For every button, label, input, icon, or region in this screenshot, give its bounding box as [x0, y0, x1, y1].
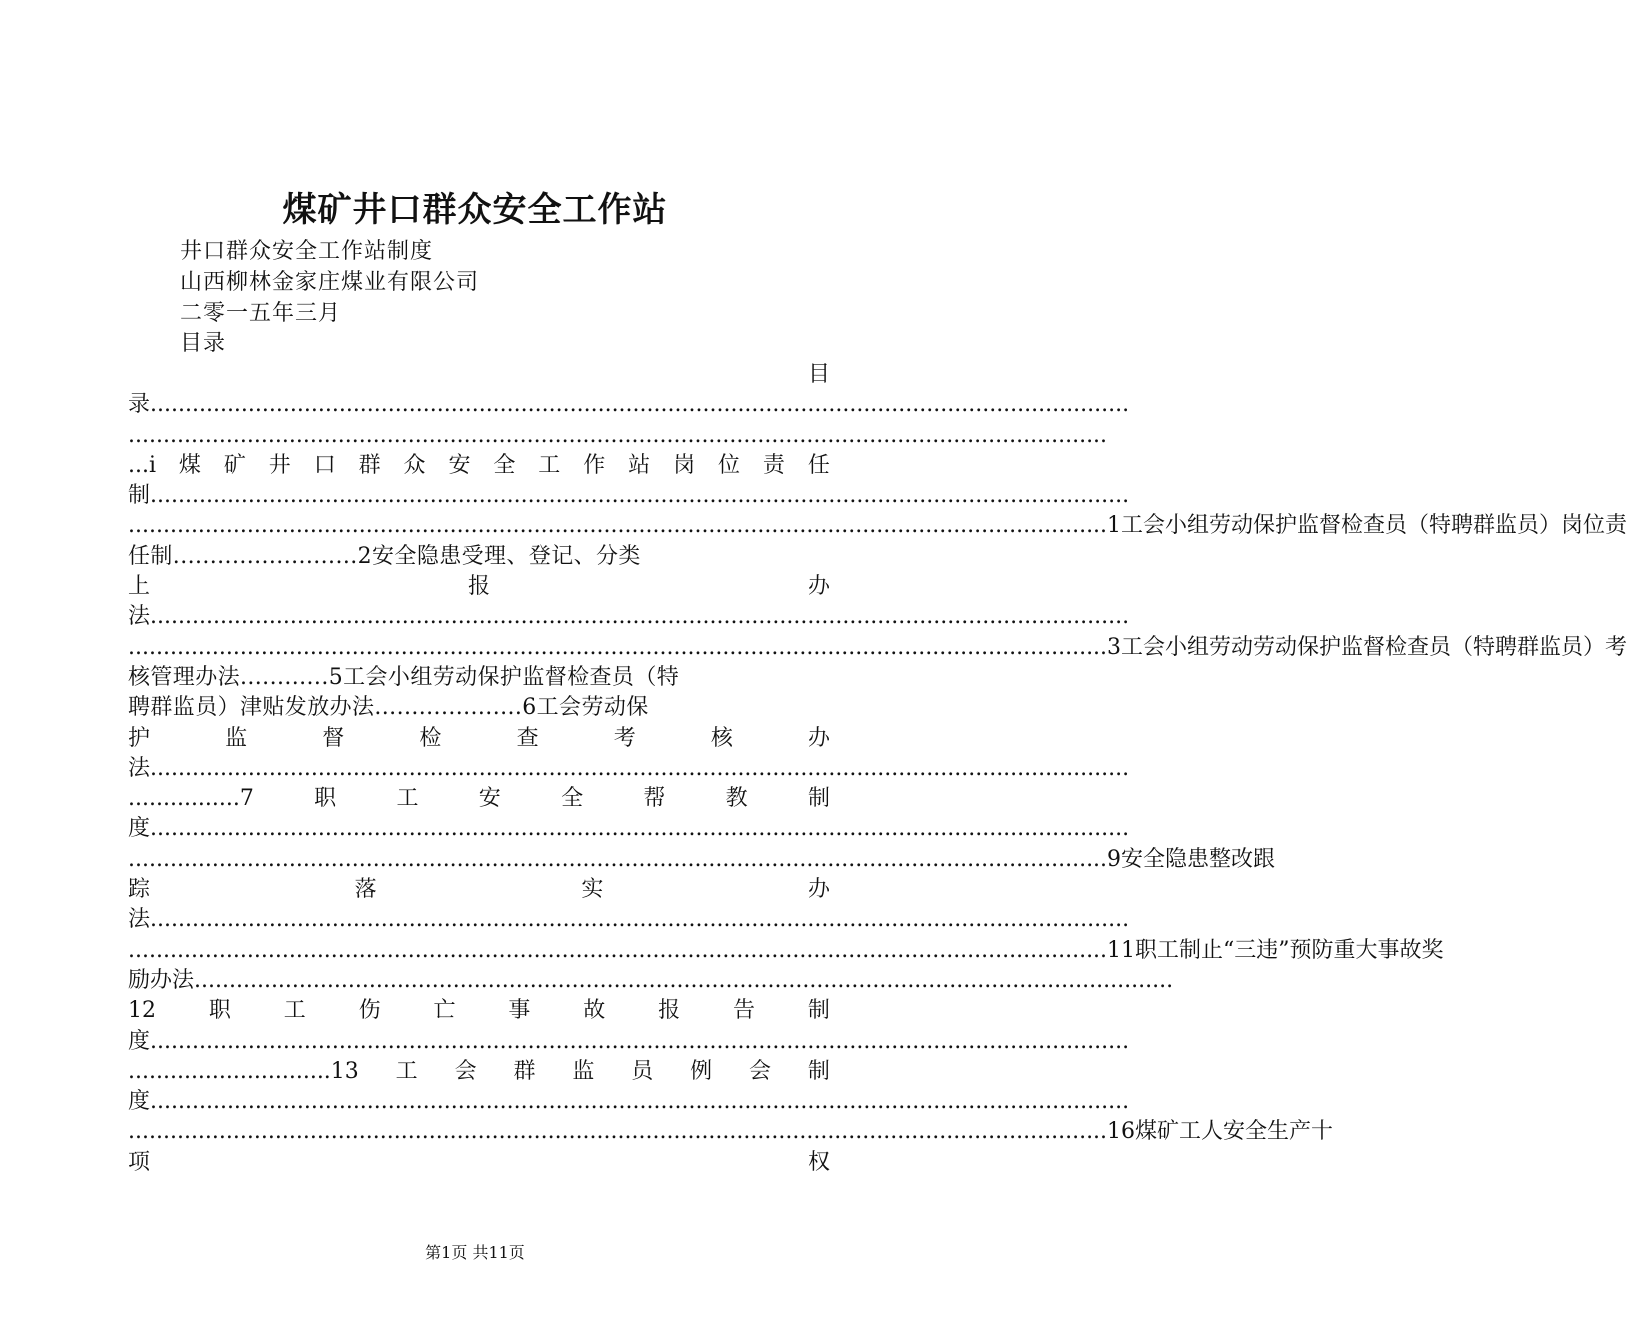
toc-text: 作	[583, 452, 606, 478]
dot-leader: ............................................................................................................................................	[150, 604, 1130, 630]
page-footer: 第1页 共11页	[425, 1243, 525, 1262]
toc-text: 办	[807, 725, 830, 751]
toc-text: 责	[762, 452, 785, 478]
toc-line	[128, 754, 1130, 784]
toc-line	[128, 572, 830, 602]
toc-text: 任制.........................2安全隐患受理、登记、分类	[128, 543, 641, 569]
toc-text: 项	[128, 1149, 151, 1175]
toc-text: 11职工制止“三违”预防重大事故奖	[1107, 937, 1444, 963]
dot-leader: ............................................................................................................................................	[128, 634, 1108, 660]
toc-text: 3工会小组劳动劳动保护监督检查员（特聘群监员）考	[1107, 634, 1627, 660]
toc-text: 井	[268, 452, 291, 478]
toc-text: ...i	[128, 452, 157, 478]
toc-text: 目	[807, 362, 830, 387]
toc-text: 权	[807, 1149, 830, 1175]
toc-text: 励办法	[128, 967, 195, 993]
toc-line	[128, 784, 830, 814]
toc-text: 检	[419, 725, 442, 751]
toc-text: 报	[467, 574, 490, 600]
toc-text: 群	[513, 1058, 536, 1084]
toc-text: 护	[128, 725, 151, 751]
dot-leader: ............................................................................................................................................	[150, 392, 1130, 418]
toc-text: 制	[807, 1058, 830, 1084]
dot-leader: ............................................................................................................................................	[150, 1028, 1130, 1054]
toc-line	[128, 511, 1627, 541]
toc-text: 度	[128, 816, 151, 842]
dot-leader: ............................................................................................................................................	[150, 816, 1130, 842]
toc-text: 核	[710, 725, 733, 751]
toc-line	[128, 360, 830, 390]
toc-text: 故	[583, 998, 606, 1024]
toc-line	[128, 936, 1444, 966]
toc-text: 安	[448, 452, 471, 478]
toc-text: 工	[283, 998, 306, 1024]
toc-text: 伤	[358, 998, 381, 1024]
toc-text: 踪	[128, 877, 151, 903]
toc-text: 工	[538, 452, 561, 478]
toc-text: 任	[807, 452, 830, 478]
dot-leader: ............................................................................................................................................	[128, 1119, 1108, 1145]
toc-line	[128, 693, 830, 723]
toc-text: 监	[572, 1058, 595, 1084]
toc-line	[128, 451, 830, 481]
toc-text: 核管理办法............5工会小组劳动保护监督检查员（特	[128, 664, 680, 690]
toc-line	[128, 390, 1130, 420]
toc-text: 9安全隐患整改跟	[1107, 846, 1276, 872]
toc-line	[128, 481, 1130, 511]
toc-line	[128, 1148, 830, 1178]
toc-text: 办	[807, 574, 830, 600]
toc-text: 16煤矿工人安全生产十	[1107, 1119, 1334, 1145]
toc-text: 岗	[673, 452, 696, 478]
toc-text: 报	[658, 998, 681, 1024]
toc-line	[128, 905, 1130, 935]
dot-leader: ............................................................................................................................................	[128, 513, 1108, 539]
toc-text: 群	[358, 452, 381, 478]
dot-leader: ............................................................................................................................................	[128, 846, 1108, 872]
toc-text: 落	[354, 877, 377, 903]
toc-text: 员	[631, 1058, 654, 1084]
dot-leader: ............................................................................................................................................	[128, 937, 1108, 963]
dot-leader: ............................................................................................................................................	[194, 967, 1174, 993]
toc-text: .............................13	[128, 1058, 359, 1084]
dot-leader: ............................................................................................................................................	[128, 422, 1108, 448]
toc-line	[128, 1027, 1130, 1057]
toc-text: 站	[628, 452, 651, 478]
toc-text: 亡	[433, 998, 456, 1024]
toc-line	[128, 875, 830, 905]
toc-text: 会	[749, 1058, 772, 1084]
toc-text: 聘群监员）津贴发放办法....................6工会劳动保	[128, 695, 649, 721]
toc-line	[128, 1087, 1130, 1117]
toc-line	[128, 814, 1130, 844]
document-date: 二零一五年三月	[180, 301, 342, 326]
toc-text: 办	[807, 877, 830, 903]
dot-leader: ............................................................................................................................................	[150, 1089, 1130, 1115]
toc-line	[128, 724, 830, 754]
toc-line	[128, 421, 1108, 451]
toc-text: 教	[725, 786, 748, 812]
toc-text: 制	[807, 786, 830, 812]
toc-text: ................7	[128, 786, 254, 812]
toc-text: 安	[478, 786, 501, 812]
toc-text: 监	[225, 725, 248, 751]
toc-text: 会	[454, 1058, 477, 1084]
toc-text: 录	[128, 392, 151, 418]
toc-text: 12	[128, 998, 156, 1024]
toc-line	[128, 663, 830, 693]
toc-line	[128, 1117, 1334, 1147]
toc-text: 众	[403, 452, 426, 478]
toc-text: 法	[128, 755, 151, 781]
toc-text: 职	[314, 786, 337, 812]
toc-text: 职	[208, 998, 231, 1024]
toc-line	[128, 845, 1276, 875]
toc-text: 度	[128, 1028, 151, 1054]
toc-text: 工	[395, 1058, 418, 1084]
toc-text: 工	[396, 786, 419, 812]
toc-line	[128, 996, 830, 1026]
document-subtitle: 井口群众安全工作站制度	[180, 239, 434, 264]
toc-text: 上	[128, 574, 151, 600]
toc-text: 矿	[223, 452, 246, 478]
toc-text: 告	[732, 998, 755, 1024]
toc-text: 例	[690, 1058, 713, 1084]
toc-line	[128, 602, 1130, 632]
company-name: 山西柳林金家庄煤业有限公司	[180, 270, 480, 295]
toc-text: 1工会小组劳动保护监督检查员（特聘群监员）岗位责	[1107, 513, 1627, 539]
dot-leader: ............................................................................................................................................	[150, 907, 1130, 933]
toc-text: 制	[807, 998, 830, 1024]
toc-text: 事	[508, 998, 531, 1024]
toc-line	[128, 542, 830, 572]
toc-text: 法	[128, 907, 151, 933]
toc-line	[128, 1057, 830, 1087]
toc-text: 位	[717, 452, 740, 478]
toc-text: 督	[322, 725, 345, 751]
toc-line	[128, 633, 1627, 663]
contents-heading: 目录	[180, 331, 227, 356]
toc-text: 煤	[178, 452, 201, 478]
dot-leader: ............................................................................................................................................	[150, 755, 1130, 781]
toc-text: 查	[516, 725, 539, 751]
document-title: 煤矿井口群众安全工作站	[282, 190, 668, 230]
dot-leader: ............................................................................................................................................	[150, 483, 1130, 509]
toc-text: 帮	[643, 786, 666, 812]
toc-text: 实	[581, 877, 604, 903]
toc-text: 全	[493, 452, 516, 478]
table-of-contents	[128, 360, 1627, 1178]
toc-text: 度	[128, 1089, 151, 1115]
toc-line	[128, 966, 1174, 996]
toc-text: 法	[128, 604, 151, 630]
toc-text: 口	[313, 452, 336, 478]
toc-text: 制	[128, 483, 151, 509]
toc-text: 考	[613, 725, 636, 751]
toc-text: 全	[561, 786, 584, 812]
